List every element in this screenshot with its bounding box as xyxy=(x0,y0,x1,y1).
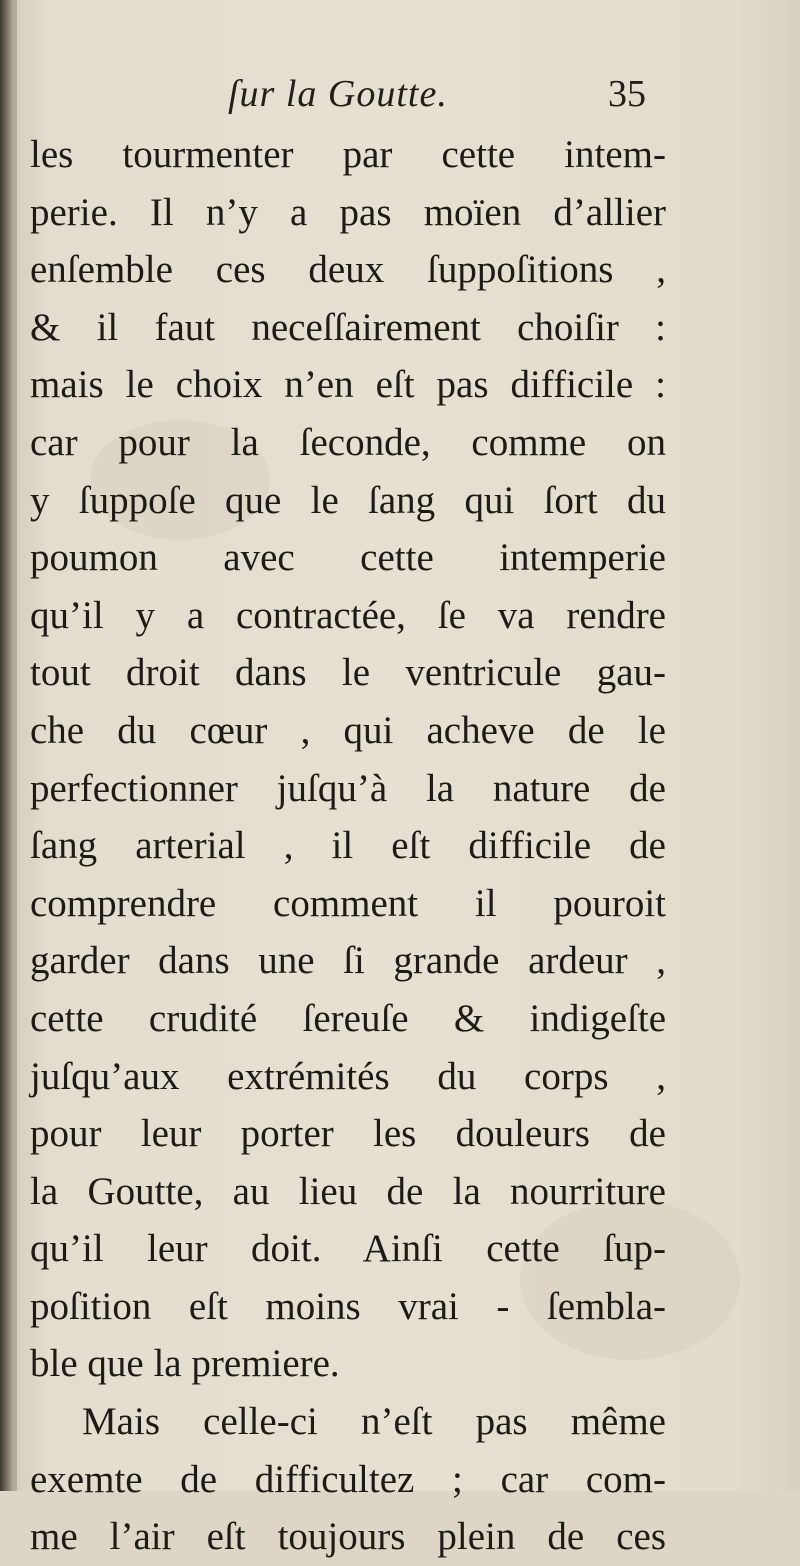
text-line: Mais celle-ci n’eſt pas même xyxy=(82,1400,666,1444)
text-line: perfectionner juſqu’à la nature de xyxy=(30,766,666,810)
page-number: 35 xyxy=(608,73,646,115)
text-line: qu’il leur doit. Ainſi cette ſup- xyxy=(30,1227,666,1271)
text-line: les tourmenter par cette intem- xyxy=(30,133,666,176)
text-line: qu’il y a contractée, ſe va rendre xyxy=(30,593,666,637)
text-line: tout droit dans le ventricule gau- xyxy=(30,651,666,695)
text-line: garder dans une ſi grande ardeur , xyxy=(30,939,666,983)
text-line: perie. Il n’y a pas moïen d’allier xyxy=(30,190,666,234)
text-line: poumon avec cette intemperie xyxy=(30,536,666,580)
text-line: y ſuppoſe que le ſang qui ſort du xyxy=(30,478,666,522)
text-line: poſition eſt moins vrai - ſembla- xyxy=(30,1284,666,1328)
text-line: enſemble ces deux ſuppoſitions , xyxy=(30,248,666,292)
text-line: exemte de difficultez ; car com- xyxy=(30,1457,666,1501)
body-text xyxy=(30,126,666,1566)
page-gutter xyxy=(0,0,14,1491)
text-line: la Goutte, au lieu de la nourriture xyxy=(30,1169,666,1213)
text-line: cette crudité ſereuſe & indigeſte xyxy=(30,996,666,1040)
text-line: car pour la ſeconde, comme on xyxy=(30,420,666,464)
running-title: ſur la Goutte. xyxy=(228,73,448,115)
text-line: ſang arterial , il eſt difficile de xyxy=(30,824,666,868)
text-line: comprendre comment il pouroit xyxy=(30,881,666,925)
text-line: mais le choix n’en eſt pas difficile : xyxy=(30,363,666,407)
running-head xyxy=(0,72,800,132)
text-line: & il faut neceſſairement choiſir : xyxy=(30,305,666,349)
text-line: me l’air eſt toujours plein de ces xyxy=(30,1515,666,1559)
gutter-edge xyxy=(14,0,17,1491)
text-line: ble que la premiere. xyxy=(30,1342,340,1386)
text-line: che du cœur , qui acheve de le xyxy=(30,708,666,752)
text-line: pour leur porter les douleurs de xyxy=(30,1112,666,1156)
text-line: juſqu’aux extrémités du corps , xyxy=(30,1054,666,1098)
